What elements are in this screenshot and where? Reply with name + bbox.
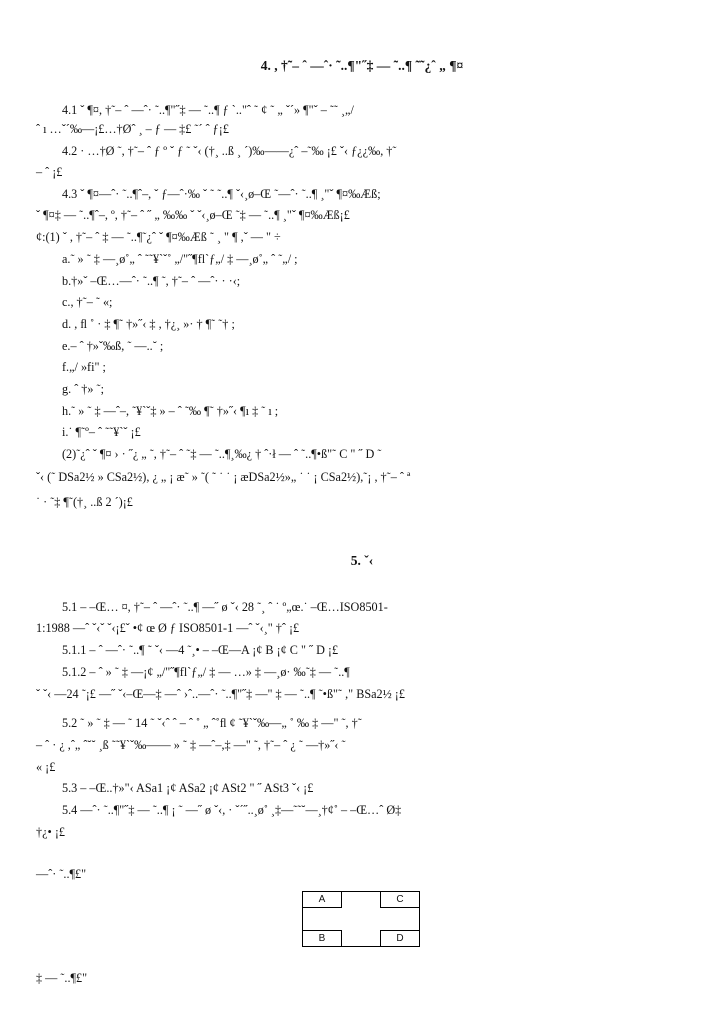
s5-line-5: ˇ ˇ‹ —24 ˜¡£ —˝ ˇ‹–Œ—‡ —ˆ ›ˆ..—ˆ· ˜..¶"˝‡ —" ‡ — ˜..¶ ˜•ß"˜ ," BSa2½ ¡£ (36, 687, 405, 701)
section-5-heading: 5. ˇ‹ (350, 553, 374, 568)
s4-line-note-2c: ˙ · ˜‡ ¶˜(†¸ ..ß 2 ´)¡£ (36, 495, 133, 509)
s4-item-e: e.– ˆ †»ˇ‰ß, ˜ —..˘ ; (62, 339, 164, 353)
figure-caption-top: —ˆ· ˜..¶£" (36, 867, 87, 881)
grid-cell-d: D (380, 930, 420, 947)
s5-line-2: 1:1988 —ˆ ˇ‹ˇ ˇ‹¡£ˇ •¢ œ Ø ƒ ISO8501-1 —ˆ ˇ‹¸" †ˆ ¡£ (36, 621, 300, 635)
s4-line-6: ˇ ¶¤‡ — ˜..¶ˆ–, º, †˜– ˆ ˝ „ ‰‰ ˇ ˇ‹¸ø–Œ ˜‡ — ˜..¶ ¸"ˇ ¶¤‰Æß¡£ (36, 208, 350, 222)
s4-line-1: 4.1 ˇ ¶¤, †˜– ˆ —ˆ· ˜..¶"˝‡ — ˜..¶ ƒ `.."ˆ ˜ ¢ ˜ „ ˇ´» ¶"ˇ – ˜˜ ¸„/ (62, 103, 354, 117)
s4-item-d: d. , ﬂ ˚ · ‡ ¶˜ †»˝‹ ‡ , †¿¸ »· † ¶˜ ˜† ; (62, 317, 235, 331)
s4-item-c: c., †˜– ˜ «; (62, 295, 113, 309)
s5-line-10: 5.4 —ˆ· ˜..¶"˝‡ — ˜..¶ ¡ ˜ —˝ ø ˇ‹, · ˇ´˝..¸ø˚ ¸‡—˜˜˘—¸†¢˚ – –Œ…ˆ Ø‡ (62, 803, 402, 817)
grid-cell-b: B (302, 930, 342, 947)
s5-line-3: 5.1.1 – ˆ —ˆ· ˜..¶ ˜ ˇ‹ —4 ˜¸• – –Œ—A ¡¢ B ¡¢ C " ˝ D ¡£ (62, 643, 339, 657)
section-4-heading: 4. , †˜– ˆ —ˆ· ˜..¶"˝‡ — ˜..¶ ˜˜¿ˆ „ ¶¤ (260, 58, 464, 73)
s4-item-a: a.˜ » ˜ ‡ —¸ø˚„ ˆ ˜˜¥`ˇ˚ „/"˝¶fl`ƒ„/ ‡ —¸ø˚„ ˆ ˜„/ ; (62, 252, 298, 266)
figure-caption-bottom: ‡ — ˜..¶£" (36, 971, 88, 985)
s4-item-b: b.†»ˇ –Œ…—ˆ· ˜..¶ ˜, †˜– ˆ —ˆ· · ·‹; (62, 274, 241, 288)
s4-line-7: ¢:(1) ˇ , †˜– ˆ ‡ — ˜..¶˜¿ˆ ˇ ¶¤‰Æß ˜ ¸ " ¶ ,ˇ — " ÷ (36, 230, 281, 244)
sample-grid-figure (302, 891, 420, 947)
s5-line-7: – ˆ · ¿ ,ˆ„ ˆ˘˘ ¸ß ˜˜¥`ˇ‰—— » ˜ ‡ —ˆ–,‡ —" ˜, †˜– ˆ ¿ ˜ —†»˝‹ ˜ (36, 738, 346, 752)
s4-line-2: ˆ ı …ˇ´‰—¡£…†Øˆ ¸ – ƒ — ‡£ ˜´ ˆ ƒ¡£ (36, 122, 229, 136)
s5-line-4: 5.1.2 – ˆ » ˜ ‡ —¡¢ „/"˝¶fl`ƒ„/ ‡ — …» ‡ —¸ø· ‰˜‡ — ˜..¶ (62, 665, 350, 679)
s5-line-8: « ¡£ (36, 760, 56, 774)
s4-item-g: g. ˆ †» ˜; (62, 382, 104, 396)
s5-line-1: 5.1 – –Œ… ¤, †˜– ˆ —ˆ· ˜..¶ —˝ ø ˇ‹ 28 ˜¸ ˆ ˙ º„œ.˙ –Œ…ISO8501- (62, 600, 388, 614)
grid-cell-c: C (380, 891, 420, 908)
grid-cell-a: A (302, 891, 342, 908)
s4-line-4: – ˆ ¡£ (36, 165, 63, 179)
s4-line-5: 4.3 ˇ ¶¤—ˆ· ˜..¶ˆ–, ˇ ƒ—ˆ·‰ ˇ ˜ ˜..¶ ˇ‹¸ø–Œ ˜—ˆ· ˜..¶ ¸"ˇ ¶¤‰Æß; (62, 187, 381, 201)
s4-line-note-2: (2)˜¿ˆ ˇ ¶¤ › · ˝¿ „ ˜, †˜– ˆ ˜‡ — ˜..¶¸‰¿ † ˆ·ł — ˆ ˜..¶•ß"˜ C " ˝ D ˜ (62, 447, 382, 461)
s4-item-h: h.˜ » ˜ ‡ —ˆ–, ˜¥`ˇ‡ » – ˆ ˜‰ ¶˜ †»˝‹ ¶ı ‡ ˜ ı ; (62, 404, 279, 418)
s4-line-note-2b: ˇ‹ (˜ DSa2½ » CSa2½), ¿ „ ¡ æ˜ » ˜( ˜ ˙ ˙ ¡ æDSa2½»„ ˙ ˙ ¡ CSa2½),˜¡ , †˜– ˆ ª (36, 470, 411, 484)
s4-item-i: i.˙ ¶˜º– ˆ ˜˜¥`ˇ ¡£ (62, 425, 141, 439)
s5-line-9: 5.3 – –Œ..†»"‹ ASa1 ¡¢ ASa2 ¡¢ ASt2 " ˝ ASt3 ˇ‹ ¡£ (62, 781, 314, 795)
s5-line-11: †¿• ¡£ (36, 825, 65, 839)
s5-line-6: 5.2 ˜ » ˜ ‡ — ˜ 14 ˜ ˇ‹ˆ ˆ – ˆ ˚ „ ˆ˚ﬂ ¢ ˜¥`ˇ‰—„ ˚ ‰ ‡ —" ˜, †˜ (62, 716, 362, 730)
s4-line-3: 4.2 · …†Ø ˜, †˜– ˆ ƒ º ˇ ƒ ˜ ˇ‹ (†¸ ..ß ¸ ´)‰——¿ˆ –˜‰ ¡£ ˇ‹ ƒ¿¿‰, †˜ (62, 144, 397, 158)
s4-item-f: f.„/ »fi" ; (62, 360, 106, 374)
